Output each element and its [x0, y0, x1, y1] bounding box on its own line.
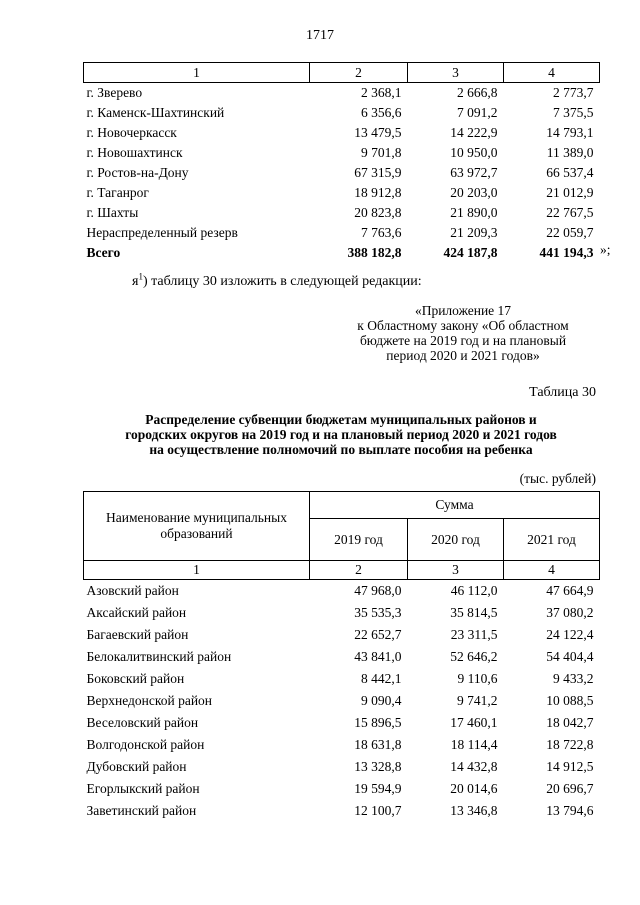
- row-name: г. Новочеркасск: [86, 125, 177, 140]
- total-row: [84, 243, 600, 263]
- table-row: [84, 103, 600, 123]
- units-note: (тыс. рублей): [519, 471, 596, 486]
- value-2019: 43 841,0: [354, 649, 402, 664]
- amendment-body: ) таблицу 30 изложить в следующей редакции:: [142, 274, 422, 289]
- value-2021: 18 722,8: [546, 737, 594, 752]
- value-2021: 18 042,7: [546, 715, 594, 730]
- value-2019: 19 594,9: [354, 781, 402, 796]
- annex-line: к Областному закону «Об областном: [357, 318, 569, 333]
- table-title: [83, 412, 599, 457]
- column-index-cell: 3: [408, 63, 504, 83]
- value-2020: 17 460,1: [450, 715, 498, 730]
- row-name: Верхнедонской район: [86, 693, 213, 708]
- value-2019: 18 631,8: [354, 737, 402, 752]
- value-2019: 15 896,5: [354, 715, 402, 730]
- table-row: [84, 712, 600, 734]
- value-2019: 2 368,1: [361, 85, 402, 100]
- table-row: [84, 756, 600, 778]
- table-label: Таблица 30: [529, 385, 596, 400]
- header-row: [84, 492, 600, 519]
- column-index-cell: 2: [310, 63, 408, 83]
- value-2020: 23 311,5: [450, 627, 498, 642]
- amendment-superscript: 1: [138, 271, 143, 282]
- value-2020: 20 203,0: [450, 185, 498, 200]
- column-index-row: [84, 63, 600, 83]
- value-2021: 9 433,2: [553, 671, 594, 686]
- table-row: [84, 734, 600, 756]
- value-2021: 22 767,5: [546, 205, 594, 220]
- row-name: Дубовский район: [86, 759, 187, 774]
- row-name: г. Шахты: [86, 205, 139, 220]
- row-name: Боковский район: [86, 671, 185, 686]
- table-row: [84, 778, 600, 800]
- annex-line: бюджете на 2019 год и на плановый: [359, 333, 567, 348]
- column-header-name: Наименование муниципальных образований: [84, 492, 310, 561]
- table-row: [84, 143, 600, 163]
- row-name: Нераспределенный резерв: [86, 225, 238, 240]
- value-2020: 52 646,2: [450, 649, 498, 664]
- value-2021: 13 794,6: [546, 803, 594, 818]
- value-2020: 424 187,8: [443, 245, 498, 260]
- value-2021: 20 696,7: [546, 781, 594, 796]
- row-name: г. Новошахтинск: [86, 145, 183, 160]
- table-row: [84, 83, 600, 104]
- value-2019: 9 701,8: [361, 145, 402, 160]
- column-header-sum: Сумма: [310, 492, 600, 519]
- column-index-cell: 4: [504, 63, 600, 83]
- value-2019: 22 652,7: [354, 627, 402, 642]
- value-2021: 2 773,7: [553, 85, 594, 100]
- row-name: Всего: [86, 245, 121, 260]
- table-row: [84, 690, 600, 712]
- value-2019: 35 535,3: [354, 605, 402, 620]
- row-name: Волгодонской район: [86, 737, 205, 752]
- column-index-cell: 1: [84, 561, 310, 580]
- continued-table: [83, 62, 600, 263]
- value-2019: 9 090,4: [361, 693, 402, 708]
- subvention-table: [83, 491, 600, 822]
- page-number: 1717: [306, 28, 334, 43]
- value-2019: 7 763,6: [361, 225, 402, 240]
- row-name: Егорлыкский район: [86, 781, 200, 796]
- amendment-letter: я: [132, 274, 139, 289]
- row-name: Азовский район: [86, 583, 179, 598]
- value-2021: 11 389,0: [546, 145, 594, 160]
- value-2020: 10 950,0: [450, 145, 498, 160]
- value-2020: 13 346,8: [450, 803, 498, 818]
- value-2020: 21 209,3: [450, 225, 498, 240]
- row-name: Веселовский район: [86, 715, 199, 730]
- table-row: [84, 580, 600, 603]
- value-2019: 8 442,1: [361, 671, 402, 686]
- row-name: г. Таганрог: [86, 185, 149, 200]
- value-2019: 388 182,8: [347, 245, 402, 260]
- column-header-year: 2020 год: [408, 519, 504, 561]
- value-2019: 13 328,8: [354, 759, 402, 774]
- value-2020: 63 972,7: [450, 165, 498, 180]
- value-2019: 12 100,7: [354, 803, 402, 818]
- value-2021: 14 793,1: [546, 125, 594, 140]
- value-2020: 14 222,9: [450, 125, 498, 140]
- table-row: [84, 163, 600, 183]
- table-row: [84, 183, 600, 203]
- value-2021: 47 664,9: [546, 583, 594, 598]
- row-name: Багаевский район: [86, 627, 189, 642]
- value-2020: 9 110,6: [457, 671, 498, 686]
- value-2021: 14 912,5: [546, 759, 594, 774]
- value-2019: 20 823,8: [354, 205, 402, 220]
- column-index-cell: 3: [408, 561, 504, 580]
- annex-heading: [330, 303, 596, 363]
- value-2019: 67 315,9: [354, 165, 402, 180]
- column-index-cell: 2: [310, 561, 408, 580]
- table-row: [84, 668, 600, 690]
- value-2020: 20 014,6: [450, 781, 498, 796]
- column-header-year: 2021 год: [504, 519, 600, 561]
- value-2019: 47 968,0: [354, 583, 402, 598]
- table-row: [84, 203, 600, 223]
- value-2020: 46 112,0: [450, 583, 498, 598]
- value-2021: 37 080,2: [546, 605, 594, 620]
- column-index-row: [84, 561, 600, 580]
- table-row: [84, 223, 600, 243]
- table-title-line: Распределение субвенции бюджетам муниципальных районов и: [145, 412, 537, 427]
- table-row: [84, 602, 600, 624]
- value-2019: 6 356,6: [361, 105, 402, 120]
- table-title-line: городских округов на 2019 год и на плановый период 2020 и 2021 годов: [125, 427, 557, 442]
- value-2021: 22 059,7: [546, 225, 594, 240]
- value-2021: 7 375,5: [553, 105, 594, 120]
- value-2019: 13 479,5: [354, 125, 402, 140]
- value-2021: 54 404,4: [546, 649, 594, 664]
- table-row: [84, 800, 600, 822]
- value-2021: 441 194,3: [539, 245, 594, 260]
- closing-quote: »;: [600, 242, 611, 257]
- value-2021: 24 122,4: [546, 627, 594, 642]
- table-row: [84, 123, 600, 143]
- annex-line: период 2020 и 2021 годов»: [386, 348, 540, 363]
- value-2020: 21 890,0: [450, 205, 498, 220]
- row-name: Заветинский район: [86, 803, 197, 818]
- amendment-text: [132, 271, 422, 290]
- row-name: г. Ростов-на-Дону: [86, 165, 189, 180]
- table-row: [84, 646, 600, 668]
- value-2020: 7 091,2: [457, 105, 498, 120]
- value-2020: 14 432,8: [450, 759, 498, 774]
- row-name: г. Зверево: [86, 85, 143, 100]
- value-2019: 18 912,8: [354, 185, 402, 200]
- column-index-cell: 1: [84, 63, 310, 83]
- value-2020: 35 814,5: [450, 605, 498, 620]
- row-name: Белокалитвинский район: [86, 649, 232, 664]
- row-name: г. Каменск-Шахтинский: [86, 105, 225, 120]
- value-2021: 66 537,4: [546, 165, 594, 180]
- value-2021: 10 088,5: [546, 693, 594, 708]
- row-name: Аксайский район: [86, 605, 187, 620]
- table-row: [84, 624, 600, 646]
- value-2021: 21 012,9: [546, 185, 594, 200]
- annex-line: «Приложение 17: [414, 303, 512, 318]
- value-2020: 2 666,8: [457, 85, 498, 100]
- value-2020: 9 741,2: [457, 693, 498, 708]
- column-index-cell: 4: [504, 561, 600, 580]
- value-2020: 18 114,4: [450, 737, 498, 752]
- table-title-line: на осуществление полномочий по выплате пособия на ребенка: [149, 442, 533, 457]
- column-header-year: 2019 год: [310, 519, 408, 561]
